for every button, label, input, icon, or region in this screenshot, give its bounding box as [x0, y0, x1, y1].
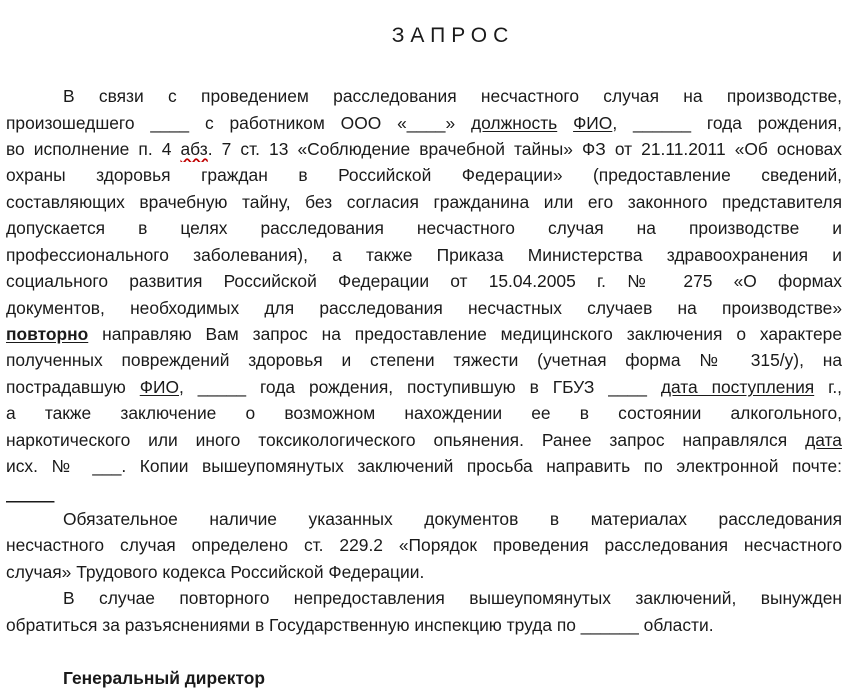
admission-date-placeholder: дата поступления	[660, 377, 815, 397]
paragraph-1-line-16	[6, 480, 842, 506]
paragraph-1-line-10	[6, 321, 842, 347]
paragraph-1-line-1	[63, 83, 842, 109]
spellcheck-word: абз	[180, 139, 208, 159]
position-placeholder: должность	[471, 113, 558, 133]
paragraph-1-line-12	[6, 374, 842, 400]
emphasis-repeat: повторно	[6, 324, 89, 344]
paragraph-3-line-2: обратиться за разъяснениями в Государственную инспекцию труда по ______ области.	[6, 615, 714, 635]
paragraph-1-line-14	[6, 427, 842, 453]
paragraph-1-line-4: охраны здоровья граждан в Российской Федерации» (предоставление сведений,	[6, 165, 842, 185]
text: , _____ года рождения, поступившую в ГБУЗ ____	[179, 377, 647, 397]
text: пострадавшую	[6, 377, 126, 397]
paragraph-2-line-2: несчастного случая определено ст. 229.2 «Порядок проведения расследования несчастного	[6, 535, 842, 555]
paragraph-1-line-7: профессионального заболевания), а также Приказа Министерства здравоохранения и	[6, 245, 842, 265]
paragraph-2-line-1: Обязательное наличие указанных документов в материалах расследования	[63, 509, 842, 529]
paragraph-1-line-8: социального развития Российской Федерации от 15.04.2005 г. № 275 «О формах	[6, 271, 842, 291]
paragraph-1-line-3	[6, 136, 842, 162]
paragraph-3-line-1: В случае повторного непредоставления вышеупомянутых заключений, вынужден	[63, 588, 842, 608]
fio-placeholder: ФИО	[573, 113, 613, 133]
paragraph-1-line-9: документов, необходимых для расследования несчастных случаев на производстве»	[6, 298, 842, 318]
fio-placeholder: ФИО	[139, 377, 179, 397]
date-placeholder: дата	[805, 430, 842, 450]
paragraph-1-line-5: составляющих врачебную тайну, без согласия гражданина или его законного представителя	[6, 192, 842, 212]
text: произошедшего ____ с работником ООО «____»	[6, 113, 456, 133]
text: направляю Вам запрос на предоставление медицинского заключения о характере	[102, 324, 842, 344]
email-placeholder: _____	[6, 483, 55, 503]
text: г.,	[828, 377, 842, 397]
text: наркотического или иного токсикологического опьянения. Ранее запрос направлялся	[6, 430, 788, 450]
paragraph-1-line-15: исх. № ___. Копии вышеупомянутых заключений просьба направить по электронной почте:	[6, 456, 842, 476]
document-title: ЗАПРОС	[391, 24, 515, 47]
signatory-title: Генеральный директор	[63, 668, 265, 688]
paragraph-1-line-11: полученных повреждений здоровья и степени тяжести (учетная форма № 315/у), на	[6, 350, 842, 370]
text: В связи с проведением расследования несчастного случая на производстве,	[63, 86, 842, 106]
paragraph-1-line-2	[6, 110, 842, 136]
text: , ______ года рождения,	[612, 113, 842, 133]
text: . 7 ст. 13 «Соблюдение врачебной тайны» ФЗ от 21.11.2011 «Об основах	[207, 139, 842, 159]
paragraph-1-line-6: допускается в целях расследования несчастного случая на производстве и	[6, 218, 842, 238]
paragraph-1-line-13: а также заключение о возможном нахождении ее в состоянии алкогольного,	[6, 403, 842, 423]
text: во исполнение п. 4	[6, 139, 172, 159]
paragraph-2-line-3: случая» Трудового кодекса Российской Федерации.	[6, 562, 425, 582]
